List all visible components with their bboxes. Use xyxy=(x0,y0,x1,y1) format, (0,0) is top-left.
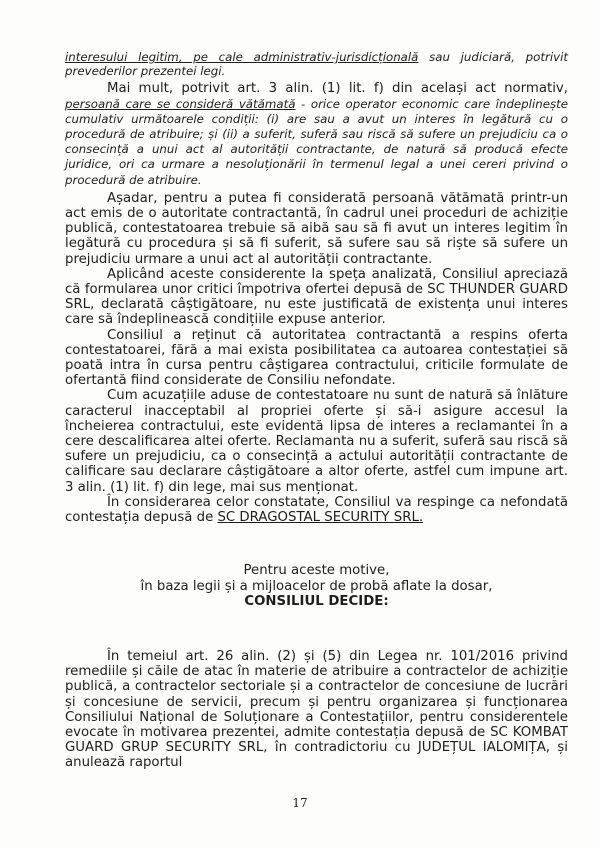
page-number: 17 xyxy=(292,796,308,810)
council-decides-heading: CONSILIUL DECIDE: xyxy=(244,593,389,609)
legal-basis-line: în baza legii și a mijloacelor de probă aflate la dosar, xyxy=(140,578,493,594)
underlined-phrase-injured-person: persoană care se consideră vătămată xyxy=(65,96,296,111)
paragraph-injured-person-definition xyxy=(65,81,568,187)
paragraph-decision: În temeiul art. 26 alin. (2) și (5) din Legea nr. 101/2016 privind remediile și căile de atac în materie de atribuire a contractelor de achiziție publică, a contractelor sectoriale și a contractelor de concesiune de lucrări și concesiune de servicii, precum și pentru organizarea și funcționarea Consiliului Național de Soluționare a Contestațiilor, pentru considerentele evocate în motivarea prezentei, admite contestația depusă de SC KOMBAT GUARD GRUP SECURITY SRL, în contradictoriu cu JUDEȚUL IALOMIȚA, și anulează raportul xyxy=(65,648,568,771)
underlined-phrase-legitimate-interest: interesului legitim, pe cale administrativ-jurisdicțională xyxy=(65,50,419,64)
company-name-underlined: SC DRAGOSTAL SECURITY SRL. xyxy=(217,510,424,526)
motives-line: Pentru aceste motive, xyxy=(243,563,390,579)
paragraph-offer-rejected: Consiliul a reținut că autoritatea contractantă a respins oferta contestatoarei, fără a mai exista posibilitatea ca autoarea contestației să poată intra în cursa pentru câștigarea contractului, criticile formulate de ofertantă fiind considerate de Consiliu nefondate. xyxy=(65,327,568,389)
paragraph-conclusion: Așadar, pentru a putea fi considerată persoană vătămată printr-un act emis de o autoritate contractantă, în cadrul unei proceduri de achiziție publică, contestatoarea trebuie să aibă sau să fi avut un interes legitim în legătură cu procedura și să fi suferit, să sufere sau să riște să sufere un prejudiciu urmare a unui act al autorității contractante. xyxy=(65,190,568,267)
paragraph-application: Aplicând aceste considerente la speța analizată, Consiliul apreciază că formularea unor critici împotriva ofertei depusă de SC THUNDER GUARD SRL, declarată câștigătoare, nu este justificată de existența unui interes care să îndeplinească condițiile expuse anterior. xyxy=(65,266,568,328)
text-fragment: - orice operator economic care îndeplinește cumulativ următoarele condiții: (i) are sau a avut un interes în legătură cu o procedură de atribuire; și (ii) a suferit, suferă sau riscă să sufere un prejudiciu ca o consecință a unui act al autorității contractante, de natură să producă efecte juridice, ori ca urmare a nesoluționării în termenul legal a unei cereri privind o procedură de atribuire. xyxy=(65,96,568,187)
text-fragment: sau judiciară, potrivit prevederilor prezentei legi. xyxy=(65,50,569,79)
text-fragment: Mai mult, potrivit art. 3 alin. (1) lit. f) din același act normativ, xyxy=(107,81,568,97)
paragraph-rejection xyxy=(65,495,568,525)
paragraph-accusations: Cum acuzațiile aduse de contestatoare nu sunt de natură să înlăture caracterul inacceptabil al propriei oferte și să-i asigure accesul la încheierea contractului, este evidentă lipsa de interes a reclamantei în a cere descalificarea altei oferte. Reclamanta nu a suferit, suferă sau riscă să sufere un prejudiciu, ca o consecință a actului autorității contractante de calificare sau declarare câștigătoare a altor oferte, astfel cum impune art. 3 alin. (1) lit. f) din lege, mai sus menționat. xyxy=(65,388,568,495)
page-content xyxy=(65,50,568,771)
paragraph-interest-text xyxy=(65,50,568,78)
text-fragment: În considerarea celor constatate, Consiliul va respinge ca nefondată contestația depusă de xyxy=(65,494,568,526)
